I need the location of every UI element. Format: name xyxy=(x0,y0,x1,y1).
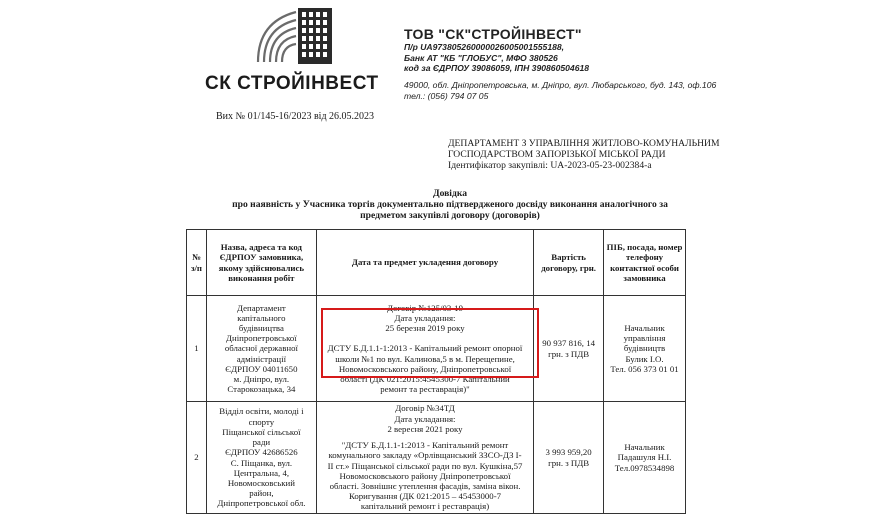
cell-line: капітального xyxy=(237,312,286,323)
cell-line: школи №1 по вул. Калинова,5 в м. Перещепине, xyxy=(335,353,515,364)
company-title: ТОВ "СК"СТРОЙІНВЕСТ" xyxy=(404,26,582,42)
iban-line: П/р UA973805260000026005001555188, xyxy=(404,42,565,52)
cell-line: Тел.0978534898 xyxy=(614,462,675,473)
cell-line: Дніпропетровської xyxy=(226,333,297,344)
row-num: 1 xyxy=(187,296,207,402)
cell-line: ЄДРПОУ 42686526 xyxy=(225,447,298,458)
codes-line: код за ЄДРПОУ 39086059, ІПН 390860504618 xyxy=(404,63,590,73)
customer-cell xyxy=(206,402,316,514)
address-line: 49000, обл. Дніпропетровська, м. Дніпро, вул. Любарського, буд. 143, оф.106 xyxy=(404,80,717,90)
company-address xyxy=(404,80,716,101)
cell-line: Старокозацька, 34 xyxy=(227,384,296,395)
recipient-line: ГОСПОДАРСТВОМ ЗАПОРІЗЬКОЇ МІСЬКОЇ РАДИ xyxy=(448,148,666,160)
cell-line: Падашуля Н.І. xyxy=(617,452,672,463)
cell-line: Департамент xyxy=(236,302,286,313)
cell-line: ІІ ст.» Піщанської сільської ради по вул. Кушкіна,57 xyxy=(327,460,523,471)
cell-line: Договір №34ТД xyxy=(395,403,455,414)
contact-cell xyxy=(604,296,686,402)
cell-line: ЄДРПОУ 04011650 xyxy=(225,363,298,374)
cell-line: Дата укладання: xyxy=(394,413,456,424)
cell-line: області. Зовнішнє утеплення фасадів, заміна вікон. xyxy=(329,480,521,491)
cell-line: Дніпропетровської обл. xyxy=(217,498,306,509)
cell-line: С. Піщанка, вул. xyxy=(230,457,293,468)
cell-line: Новомосковський xyxy=(227,477,295,488)
cell-line: будівництв xyxy=(623,343,666,354)
brand-name: СК СТРОЙІНВЕСТ xyxy=(205,73,379,94)
highlight-box xyxy=(321,308,539,378)
cell-line: Булик І.О. xyxy=(625,353,664,364)
subject-cell xyxy=(316,402,533,514)
cell-line: "ДСТУ Б.Д.1.1-1:2013 - Капітальний ремонт xyxy=(341,440,509,451)
company-details xyxy=(404,26,589,74)
cell-line: Тел. 056 373 01 01 xyxy=(610,363,679,374)
cell-line: Коригування (ДК 021:2015 – 45453000-7 xyxy=(348,491,502,502)
cell-line: обласної державної xyxy=(224,343,298,354)
header-num: № з/п xyxy=(187,230,207,296)
cell-line: Новомосковського району, Дніпропетровської xyxy=(338,363,512,374)
cell-line: будівництва xyxy=(238,322,284,333)
cell-line: 25 березня 2019 року xyxy=(385,323,465,334)
cell-line: Відділ освіти, молоді і xyxy=(219,406,304,417)
cell-line: 2 вересня 2021 року xyxy=(387,423,463,434)
header-customer: Назва, адреса та код ЄДРПОУ замовника, якому здійснювались виконання робіт xyxy=(206,230,316,296)
outgoing-number: Вих № 01/145-16/2023 від 26.05.2023 xyxy=(216,111,375,122)
cell-line: Дата укладання: xyxy=(394,312,456,323)
building-logo-icon xyxy=(218,4,338,66)
title-line: про наявність у Учасника торгів документально підтвердженого досвіду виконання аналогічного за xyxy=(232,199,668,210)
row-num: 2 xyxy=(187,402,207,514)
phone-line: тел.: (056) 794 07 05 xyxy=(404,90,489,101)
cell-line: Договір №125/03-19 xyxy=(387,302,463,313)
recipient-line: ДЕПАРТАМЕНТ З УПРАВЛІННЯ ЖИТЛОВО-КОМУНАЛЬНИМ xyxy=(448,138,720,149)
cell-line: комунального закладу «Орлівщанський ЗЗСО-ДЗ І- xyxy=(328,450,522,461)
cell-line: Новомосковського району Дніпропетровської xyxy=(339,470,511,481)
cell-line: Центральна, 4, xyxy=(233,467,290,478)
header-contact: ПІБ, посада, номер телефону контактної особи замовника xyxy=(604,230,686,296)
cell-line: 3 993 959,20 xyxy=(545,447,592,458)
cell-line: Начальник xyxy=(624,442,665,453)
cell-line: ДСТУ Б.Д.1.1-1:2013 - Капітальний ремонт опорної xyxy=(327,343,523,354)
contact-cell xyxy=(604,402,686,514)
cell-line: адміністрації xyxy=(236,353,287,364)
title-line: предметом закупівлі договору (договорів) xyxy=(360,210,540,221)
header-subject: Дата та предмет укладення договору xyxy=(316,230,533,296)
table-header-row xyxy=(187,230,686,296)
cell-line: Начальник xyxy=(624,322,665,333)
cost-cell xyxy=(534,402,604,514)
cell-line: грн. з ПДВ xyxy=(548,348,590,359)
cell-line: м. Дніпро, вул. xyxy=(233,374,290,384)
cell-line: грн. з ПДВ xyxy=(548,457,590,468)
procurement-id: Ідентифікатор закупівлі: UA-2023-05-23-002384-a xyxy=(448,159,652,171)
cell-line: спорту xyxy=(248,416,275,427)
cost-cell xyxy=(534,296,604,402)
cell-line: ради xyxy=(252,437,271,448)
cell-line: капітальний ремонт і реставрація) xyxy=(360,501,490,512)
cell-line: управління xyxy=(623,333,666,344)
cell-line: області (ДК 021:2015:4545300-7 Капітальний xyxy=(340,373,510,384)
cell-line: 90 937 816, 14 xyxy=(542,338,595,349)
table-row xyxy=(187,402,686,514)
cell-line: район, xyxy=(249,488,274,499)
customer-cell xyxy=(206,296,316,402)
header-cost: Вартість договору, грн. xyxy=(534,230,604,296)
cell-line: ремонт та реставрація)" xyxy=(380,384,470,395)
document-title xyxy=(180,188,720,221)
cell-line: Піщанської сільської xyxy=(222,426,301,437)
recipient-block xyxy=(448,139,720,171)
title-word: Довідка xyxy=(432,188,468,199)
bank-line: Банк АТ "КБ "ГЛОБУС", МФО 380526 xyxy=(404,52,558,63)
